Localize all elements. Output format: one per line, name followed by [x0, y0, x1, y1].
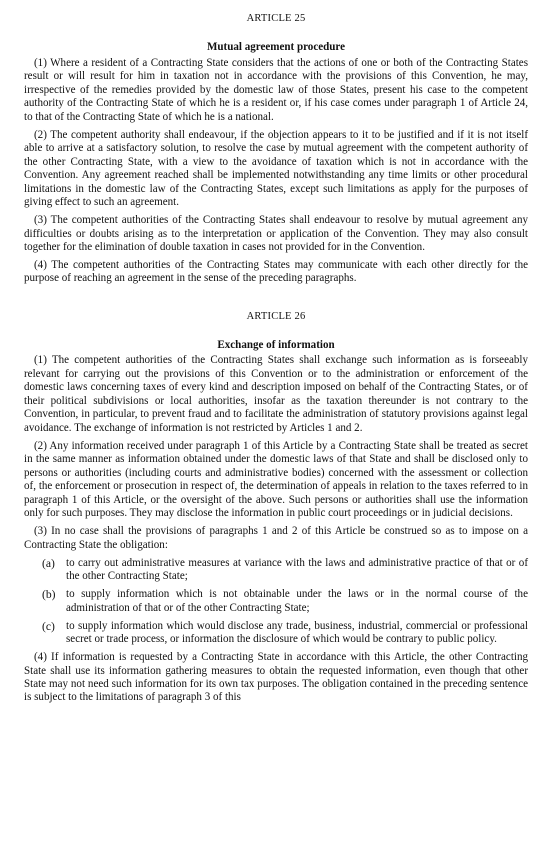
list-item-c — [24, 620, 528, 647]
section-spacer — [24, 291, 528, 310]
article-25-title: Mutual agreement procedure — [206, 41, 346, 54]
article-26-paragraph-4: (4) If information is requested by a Contracting State in accordance with this Article, the other Contracting State shall use its information gathering measures to obtain the requested information, even though that other State may not need such information for its own tax purposes. The obligation contained in the preceding sentence is subject to the limitations of paragraph 3 of this — [24, 651, 528, 704]
article-25-heading: ARTICLE 25 — [246, 13, 306, 24]
article-25-paragraph-3: (3) The competent authorities of the Contracting States shall endeavour to resolve by mutual agreement any difficulties or doubts arising as to the interpretation or application of the Convention. They may also consult together for the elimination of double taxation in cases not provided for in the Convention. — [24, 214, 528, 253]
article-25-paragraph-1: (1) Where a resident of a Contracting State considers that the actions of one or both of the Contracting States result or will result for him in taxation not in accordance with the provisions of this Convention, he may, irrespective of the remedies provided by the domestic law of those States, present his case to the competent authority of the Contracting State of which he is a resident or, if his case comes under paragraph 1 of Article 24, to that of the Contracting State of which he is a national. — [24, 56, 528, 123]
article-25-paragraph-4: (4) The competent authorities of the Contracting States may communicate with each other directly for the purpose of reaching an agreement in the sense of the preceding paragraphs. — [24, 259, 528, 285]
article-26-paragraph-3: (3) In no case shall the provisions of paragraphs 1 and 2 of this Article be construed so as to impose on a Contracting State the obligation: — [24, 525, 528, 551]
article-26-title: Exchange of information — [217, 338, 335, 351]
article-26-heading: ARTICLE 26 — [246, 310, 306, 322]
article-25-paragraph-2: (2) The competent authority shall endeavour, if the objection appears to it to be justified and if it is not itself able to arrive at a satisfactory solution, to resolve the case by mutual agreement with the competent authority of the other Contracting State, with a view to the avoidance of taxation which is not in accordance with the Convention. Any agreement reached shall be implemented notwithstanding any time limits or other procedural limitations in the domestic law of the Contracting States, except such limitations as apply for the purposes of giving effect to such an agreement. — [24, 128, 528, 209]
list-item-label: (a) — [42, 556, 55, 570]
list-item-label: (c) — [42, 619, 55, 633]
list-item-text: to supply information which would disclose any trade, business, industrial, commercial or professional secret or trade process, or information the disclosure of which would be contrary to public policy. — [66, 619, 528, 646]
article-26-paragraph-1: (1) The competent authorities of the Contracting States shall exchange such information as is forseeably relevant for carrying out the provisions of this Convention or to the administration or enforcement of the domestic laws concerning taxes of every kind and description imposed on behalf of the Contracting States, or of their political subdivisions or local authorities, insofar as the taxation thereunder is not contrary to the Convention, in particular, to prevent fraud and to facilitate the administration of statutory provisions against legal avoidance. The exchange of information is not restricted by Articles 1 and 2. — [24, 354, 528, 434]
list-item-text: to carry out administrative measures at variance with the laws and administrative practice of that or of the other Contracting State; — [66, 556, 528, 583]
list-item-b — [24, 588, 528, 615]
list-item-a — [24, 557, 528, 584]
article-26-paragraph-2: (2) Any information received under paragraph 1 of this Article by a Contracting State shall be treated as secret in the same manner as information obtained under the domestic laws of that State and shall be disclosed only to persons or authorities (including courts and administrative bodies) concerned with the assessment or collection of, the enforcement or prosecution in respect of, the determination of appeals in relation to the taxes referred to in paragraph 1 of this Article, or the oversight of the above. Such persons or authorities shall use the information only for such purposes. They may disclose the information in public court proceedings or in judicial decisions. — [24, 439, 528, 520]
list-item-label: (b) — [42, 588, 56, 602]
list-item-text: to supply information which is not obtainable under the laws or in the normal course of the administration of that or of the other Contracting State; — [66, 588, 528, 614]
